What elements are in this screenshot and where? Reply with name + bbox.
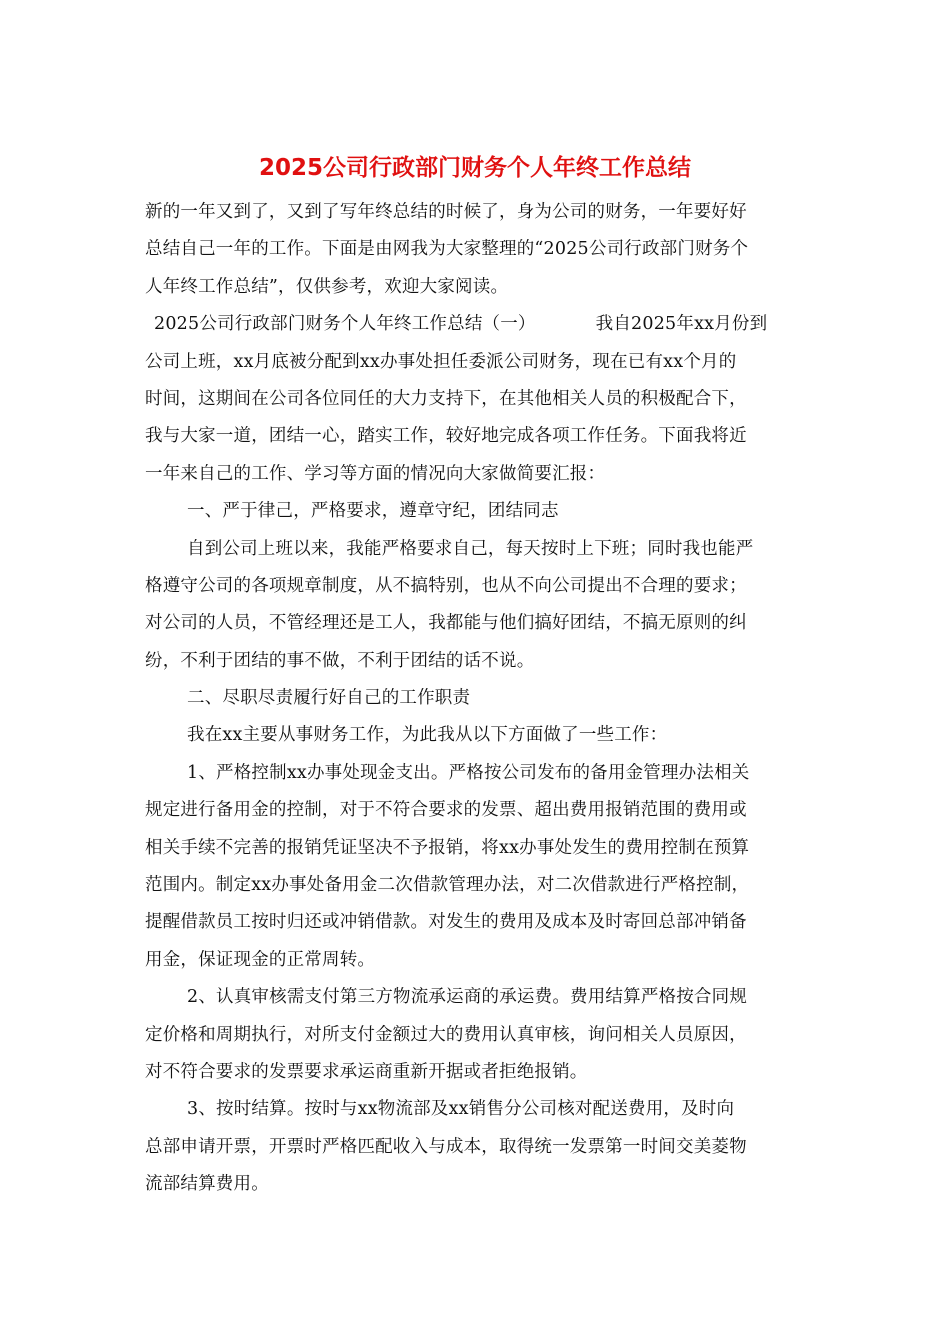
subheading-line: 二、尽职尽责履行好自己的工作职责: [187, 688, 471, 709]
paragraph-line: 纷，不利于团结的事不做，不利于团结的话不说。: [145, 650, 535, 671]
paragraph-line: 3、按时结算。按时与xx物流部及xx销售分公司核对配送费用，及时向: [187, 1099, 735, 1120]
paragraph-line: 提醒借款员工按时归还或冲销借款。对发生的费用及成本及时寄回总部冲销备: [145, 912, 747, 933]
paragraph-line: 相关手续不完善的报销凭证坚决不予报销，将xx办事处发生的费用控制在预算: [145, 837, 750, 858]
paragraph-line: 规定进行备用金的控制，对于不符合要求的发票、超出费用报销范围的费用或: [145, 800, 747, 821]
paragraph-line: 我在xx主要从事财务工作，为此我从以下方面做了一些工作：: [187, 725, 668, 746]
paragraph-line: 对不符合要求的发票要求承运商重新开据或者拒绝报销。: [145, 1061, 588, 1082]
paragraph-line: 2、认真审核需支付第三方物流承运商的承运费。费用结算严格按合同规: [187, 987, 748, 1008]
paragraph-line: 1、严格控制xx办事处现金支出。严格按公司发布的备用金管理办法相关: [187, 762, 750, 783]
paragraph-line: 用金，保证现金的正常周转。: [145, 949, 376, 970]
paragraph-line: 范围内。制定xx办事处备用金二次借款管理办法，对二次借款进行严格控制，: [145, 875, 750, 896]
paragraph-line: 格遵守公司的各项规章制度，从不搞特别，也从不向公司提出不合理的要求；: [145, 575, 747, 596]
paragraph-line: 我与大家一道，团结一心，踏实工作，较好地完成各项工作任务。下面我将近: [145, 426, 747, 447]
subheading-line: 一、严于律己，严格要求，遵章守纪，团结同志: [187, 501, 559, 522]
paragraph-line: 总结自己一年的工作。下面是由网我为大家整理的“2025公司行政部门财务个: [145, 239, 749, 260]
paragraph-line: 人年终工作总结”，仅供参考，欢迎大家阅读。: [145, 276, 509, 297]
document-body: [145, 194, 811, 1204]
paragraph-line: 自到公司上班以来，我能严格要求自己，每天按时上下班；同时我也能严: [187, 538, 754, 559]
section-heading-line: [145, 306, 811, 343]
section-heading: 2025公司行政部门财务个人年终工作总结（一）: [154, 314, 536, 335]
document-title: 2025公司行政部门财务个人年终工作总结: [258, 155, 691, 181]
paragraph-line: 一年来自己的工作、学习等方面的情况向大家做简要汇报：: [145, 463, 606, 484]
paragraph-line: 新的一年又到了，又到了写年终总结的时候了，身为公司的财务，一年要好好: [145, 202, 747, 222]
paragraph-line: 流部结算费用。: [145, 1174, 269, 1195]
paragraph-text: 我自2025年xx月份到: [595, 314, 768, 335]
paragraph-line: 总部申请开票，开票时严格匹配收入与成本，取得统一发票第一时间交美菱物: [145, 1136, 747, 1157]
paragraph-line: 时间，这期间在公司各位同任的大力支持下，在其他相关人员的积极配合下，: [145, 388, 747, 409]
paragraph-line: 对公司的人员，不管经理还是工人，我都能与他们搞好团结，不搞无原则的纠: [145, 613, 747, 634]
paragraph-line: 定价格和周期执行，对所支付金额过大的费用认真审核，询问相关人员原因，: [145, 1024, 747, 1045]
paragraph-line: 公司上班，xx月底被分配到xx办事处担任委派公司财务，现在已有xx个月的: [145, 351, 737, 372]
